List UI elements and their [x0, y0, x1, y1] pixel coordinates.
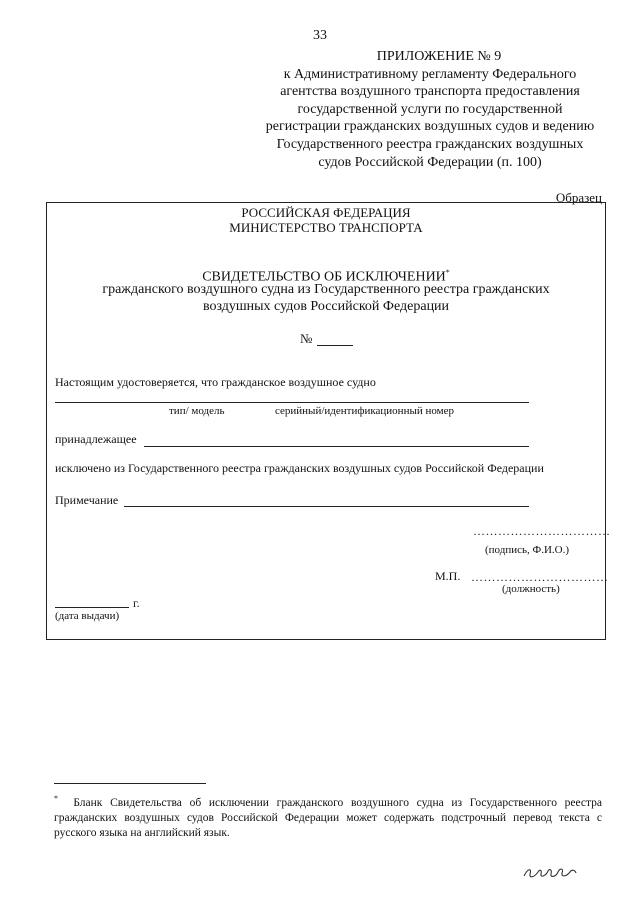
footnote — [54, 791, 602, 841]
footnote-divider — [54, 783, 206, 784]
page-number: 33 — [313, 28, 327, 43]
org-country: РОССИЙСКАЯ ФЕДЕРАЦИЯ — [241, 205, 411, 220]
note-label: Примечание — [55, 493, 119, 507]
excluded-text: исключено из Государственного реестра гражданских воздушных судов Российской Федерации — [55, 461, 544, 475]
org-ministry: МИНИСТЕРСТВО ТРАНСПОРТА — [229, 220, 423, 235]
signature-label: (подпись, Ф.И.О.) — [485, 544, 569, 556]
certify-text: Настоящим удостоверяется, что гражданское воздушное судно — [55, 375, 376, 389]
handwritten-signature — [520, 860, 580, 882]
footnote-mark: * — [54, 794, 58, 803]
footnote-text: Бланк Свидетельства об исключении гражданского воздушного судна из Государственного реестра гражданских воздушных судов Российской Федерации может содержать подстрочный перевод текста с русского языка на английский язык. — [54, 796, 602, 839]
issue-date-field[interactable] — [55, 607, 129, 608]
stamp-label: М.П. — [435, 569, 461, 583]
number-label: № — [300, 331, 313, 346]
appendix-line: судов Российской Федерации (п. 100) — [318, 154, 542, 170]
sample-label: Образец — [555, 190, 602, 205]
aircraft-field[interactable] — [55, 402, 529, 403]
certificate-subtitle-line1: гражданского воздушного судна из Государственного реестра гражданских — [102, 282, 550, 297]
signature-field[interactable]: …………………………… — [473, 524, 611, 538]
type-model-label: тип/ модель — [169, 405, 225, 417]
appendix-line: Государственного реестра гражданских воздушных — [276, 136, 584, 152]
owner-label: принадлежащее — [55, 432, 137, 446]
owner-field[interactable] — [144, 446, 529, 447]
appendix-line: агентства воздушного транспорта предоставления — [280, 84, 580, 100]
position-label: (должность) — [502, 583, 560, 595]
certificate-subtitle-line2: воздушных судов Российской Федерации — [202, 299, 450, 314]
appendix-line: к Административному регламенту Федерального — [283, 66, 577, 82]
serial-number-label: серийный/идентификационный номер — [275, 405, 455, 417]
appendix-line: государственной услуги по государственной — [297, 101, 563, 117]
certificate-form — [46, 202, 611, 640]
footnote-mark: * — [445, 268, 450, 277]
year-suffix: г. — [133, 596, 140, 610]
certificate-title-main: СВИДЕТЕЛЬСТВО ОБ ИСКЛЮЧЕНИИ — [202, 269, 446, 285]
position-field[interactable]: …………………………… — [471, 570, 609, 584]
appendix-title: ПРИЛОЖЕНИЕ № 9 — [376, 49, 502, 64]
appendix-header — [230, 48, 630, 171]
issue-date-label: (дата выдачи) — [55, 610, 120, 622]
number-field[interactable] — [317, 345, 353, 346]
appendix-line: регистрации гражданских воздушных судов и ведению — [265, 119, 595, 135]
note-field[interactable] — [124, 506, 529, 507]
